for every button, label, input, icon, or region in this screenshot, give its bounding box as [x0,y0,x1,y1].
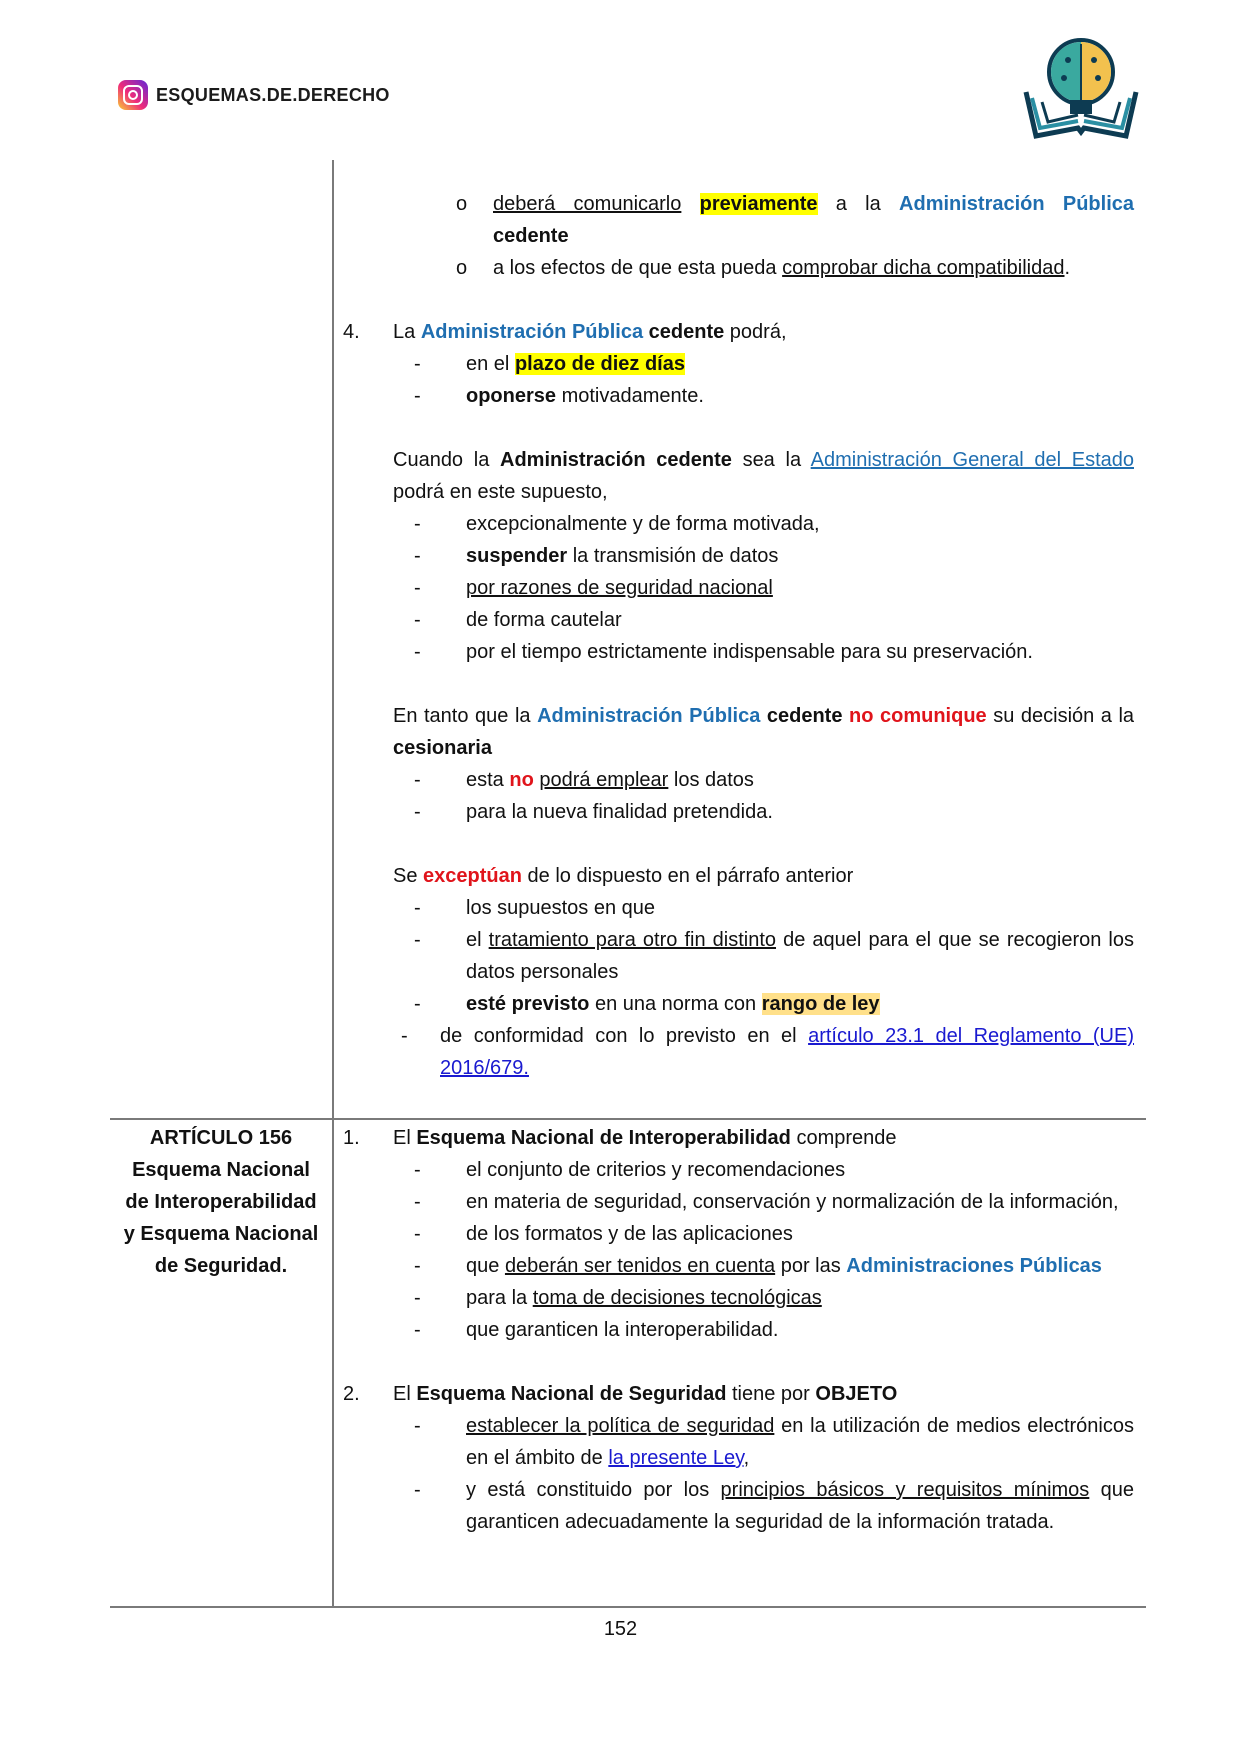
instagram-icon [118,80,148,110]
lightbulb-book-logo [1018,32,1144,142]
table-row-rule [110,1118,1146,1120]
list-item: - para la nueva finalidad pretendida. [414,801,773,823]
upper-cell [343,188,1135,1084]
lower-cell [343,1122,1134,1538]
list-item: - el tratamiento para otro fin distinto de aquel para el que se recogieron los datos personales [414,929,1134,983]
list-item: - esté previsto en una norma con rango de ley [414,993,880,1015]
paragraph: podrá en este supuesto, [393,481,608,503]
list-item: - establecer la política de seguridad en la utilización de medios electrónicos en el ámbito de la presente Ley, [414,1415,1134,1469]
article-title: ARTÍCULO 156 Esquema Nacional de Interoperabilidad y Esquema Nacional de Seguridad. [123,1127,319,1277]
list-item: o a los efectos de que esta pueda comprobar dicha compatibilidad. [456,257,1071,279]
table-bottom-rule [110,1606,1146,1608]
link[interactable]: Administración General del Estado [810,449,1134,471]
paragraph: cesionaria [393,737,492,759]
page-number: 152 [603,1618,638,1640]
list-item: - que garanticen la interoperabilidad. [414,1319,779,1341]
paragraph: Cuando la Administración cedente sea la Administración General del Estado [393,449,1134,471]
list-item: - esta no podrá emplear los datos [414,769,754,791]
list-item: - oponerse motivadamente. [414,385,704,407]
list-item: - de conformidad con lo previsto en el artículo 23.1 del Reglamento (UE) 2016/679. [401,1025,1135,1079]
paragraph-1: 1. El Esquema Nacional de Interoperabilidad comprende [343,1127,897,1149]
list-item: - por el tiempo estrictamente indispensable para su preservación. [414,641,1033,663]
paragraph-2: 2. El Esquema Nacional de Seguridad tiene por OBJETO [343,1383,898,1405]
table-vertical-rule [332,160,334,1608]
paragraph: En tanto que la Administración Pública cedente no comunique su decisión a la [393,705,1135,727]
list-item: - en materia de seguridad, conservación y normalización de la información, [414,1191,1119,1213]
list-item: - excepcionalmente y de forma motivada, [414,513,820,535]
list-item: o deberá comunicarlo previamente a la Administración Pública cedente [456,193,1135,247]
brand-header [118,80,390,110]
list-item: - de los formatos y de las aplicaciones [414,1223,793,1245]
link[interactable]: la presente Ley [608,1447,744,1469]
list-item: - el conjunto de criterios y recomendaciones [414,1159,846,1181]
list-item: - para la toma de decisiones tecnológicas [414,1287,822,1309]
list-item: - que deberán ser tenidos en cuenta por las Administraciones Públicas [414,1255,1102,1277]
list-item: - de forma cautelar [414,609,622,631]
paragraph-4: 4. La Administración Pública cedente podrá, [343,321,787,343]
list-item: - y está constituido por los principios básicos y requisitos mínimos que garanticen adecuadamente la seguridad de la información tratada. [414,1479,1134,1533]
paragraph: Se exceptúan de lo dispuesto en el párrafo anterior [393,865,854,887]
link[interactable]: artículo 23.1 del Reglamento (UE) 2016/679. [440,1025,1135,1079]
list-item: - los supuestos en que [414,897,656,919]
list-item: - por razones de seguridad nacional [414,577,773,599]
list-item: - en el plazo de diez días [414,353,685,375]
brand-name: ESQUEMAS.DE.DERECHO [156,84,390,105]
list-item: - suspender la transmisión de datos [414,545,779,567]
